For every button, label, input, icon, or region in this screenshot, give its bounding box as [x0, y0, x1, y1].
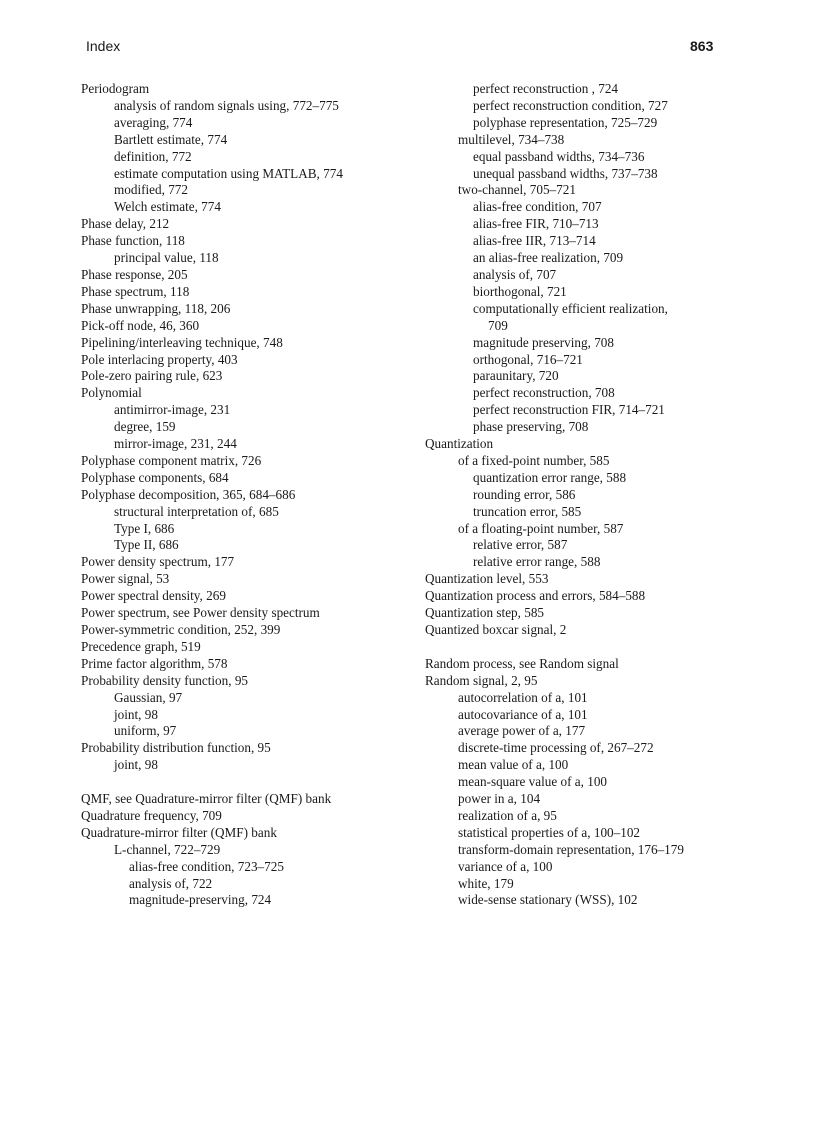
index-entry: statistical properties of a, 100–102: [458, 824, 641, 840]
index-entry: alias-free FIR, 710–713: [473, 216, 599, 232]
index-entry: relative error, 587: [473, 537, 568, 553]
index-entry: phase preserving, 708: [473, 419, 589, 435]
index-entry: Power density spectrum, 177: [81, 554, 235, 570]
index-entry: Quadrature frequency, 709: [81, 807, 222, 823]
index-entry: averaging, 774: [114, 114, 193, 130]
index-entry: biorthogonal, 721: [473, 283, 567, 299]
index-entry: alias-free condition, 723–725: [129, 858, 284, 874]
index-entry: Bartlett estimate, 774: [114, 131, 228, 147]
index-entry: Quadrature-mirror filter (QMF) bank: [81, 824, 277, 840]
index-entry: an alias-free realization, 709: [473, 250, 624, 266]
index-entry: discrete-time processing of, 267–272: [458, 740, 654, 756]
index-entry: degree, 159: [114, 419, 176, 435]
index-entry: Pipelining/interleaving technique, 748: [81, 334, 283, 350]
index-entry: Random process, see Random signal: [425, 655, 619, 671]
index-entry: unequal passband widths, 737–738: [473, 165, 658, 181]
index-entry: mean-square value of a, 100: [458, 774, 608, 790]
index-entry: alias-free IIR, 713–714: [473, 233, 596, 249]
index-entry: realization of a, 95: [458, 807, 557, 823]
index-entry: Power signal, 53: [81, 571, 170, 587]
index-entry: Quantized boxcar signal, 2: [425, 622, 567, 637]
index-entry: alias-free condition, 707: [473, 199, 602, 215]
index-entry: Prime factor algorithm, 578: [81, 655, 228, 671]
index-entry: Polynomial: [81, 385, 142, 401]
index-entry: multilevel, 734–738: [458, 131, 565, 147]
index-entry: Quantization: [425, 436, 494, 452]
index-entry: rounding error, 586: [473, 486, 576, 502]
index-entry: perfect reconstruction, 708: [473, 385, 615, 401]
index-entry: orthogonal, 716–721: [473, 351, 583, 367]
index-entry: Periodogram: [81, 81, 150, 96]
index-entry: Quantization step, 585: [425, 605, 545, 621]
index-entry: mirror-image, 231, 244: [114, 436, 237, 452]
index-entry: mean value of a, 100: [458, 757, 569, 773]
index-entry: Phase response, 205: [81, 266, 188, 282]
index-entry: Power-symmetric condition, 252, 399: [81, 622, 281, 637]
running-head: Index: [86, 38, 121, 54]
index-entry: Precedence graph, 519: [81, 638, 201, 654]
index-entry: Pole-zero pairing rule, 623: [81, 368, 223, 384]
index-entry: Quantization process and errors, 584–588: [425, 588, 646, 604]
index-entry: uniform, 97: [114, 723, 177, 739]
index-entry: principal value, 118: [114, 250, 219, 266]
index-entry: Probability distribution function, 95: [81, 740, 271, 756]
index-entry: Polyphase components, 684: [81, 469, 229, 485]
index-entry: antimirror-image, 231: [114, 402, 231, 418]
index-entry: perfect reconstruction , 724: [473, 81, 619, 96]
index-entry: truncation error, 585: [473, 503, 582, 519]
index-entry: power in a, 104: [458, 791, 541, 807]
entry-gap: [425, 639, 765, 656]
index-entry: variance of a, 100: [458, 858, 553, 874]
index-entry: Welch estimate, 774: [114, 199, 221, 215]
index-entry: paraunitary, 720: [473, 368, 559, 384]
index-entry: Phase spectrum, 118: [81, 283, 190, 299]
index-entry: structural interpretation of, 685: [114, 503, 279, 519]
index-entry: joint, 98: [114, 706, 158, 722]
index-entry: Random signal, 2, 95: [425, 672, 538, 688]
index-entry: L-channel, 722–729: [114, 841, 221, 857]
index-entry: wide-sense stationary (WSS), 102: [458, 892, 638, 908]
index-entry: autocorrelation of a, 101: [458, 689, 588, 705]
index-entry: quantization error range, 588: [473, 469, 627, 485]
index-entry: Polyphase decomposition, 365, 684–686: [81, 486, 296, 502]
index-entry: white, 179: [458, 875, 514, 891]
index-entry: of a floating-point number, 587: [458, 520, 624, 536]
index-entry: Power spectral density, 269: [81, 588, 226, 604]
index-entry: magnitude preserving, 708: [473, 334, 614, 350]
index-entry: estimate computation using MATLAB, 774: [114, 165, 343, 181]
index-entry: Phase function, 118: [81, 233, 185, 249]
index-entry: modified, 772: [114, 182, 188, 198]
index-entry: definition, 772: [114, 148, 192, 164]
index-entry: Power spectrum, see Power density spectrum: [81, 605, 320, 621]
index-entry: analysis of, 707: [473, 266, 557, 282]
index-entry: analysis of random signals using, 772–775: [114, 97, 339, 113]
index-entry: Type I, 686: [114, 520, 175, 536]
index-entry: Phase unwrapping, 118, 206: [81, 300, 231, 316]
index-entry: Quantization level, 553: [425, 571, 549, 587]
page-number: 863: [690, 38, 714, 54]
index-entry: computationally efficient realization,: [473, 300, 668, 316]
index-entry: joint, 98: [114, 757, 158, 773]
index-entry: QMF, see Quadrature-mirror filter (QMF) bank: [81, 791, 332, 807]
index-entry: of a fixed-point number, 585: [458, 452, 610, 468]
index-entry: perfect reconstruction condition, 727: [473, 97, 668, 113]
index-entry: Pole interlacing property, 403: [81, 351, 238, 367]
index-entry: Probability density function, 95: [81, 672, 249, 688]
index-entry: magnitude-preserving, 724: [129, 892, 272, 908]
index-entry: equal passband widths, 734–736: [473, 148, 645, 164]
index-entry: 709: [488, 317, 508, 333]
index-entry: perfect reconstruction FIR, 714–721: [473, 402, 665, 418]
index-column-left: [81, 81, 421, 909]
index-entry: transform-domain representation, 176–179: [458, 841, 684, 857]
index-entry: Polyphase component matrix, 726: [81, 452, 262, 468]
index-entry: average power of a, 177: [458, 723, 586, 739]
entry-gap: [81, 774, 421, 791]
index-column-right: [425, 81, 765, 909]
index-entry: relative error range, 588: [473, 554, 601, 570]
index-entry: Type II, 686: [114, 537, 179, 553]
index-entry: Phase delay, 212: [81, 216, 170, 232]
index-entry: autocovariance of a, 101: [458, 706, 588, 722]
index-entry: Pick-off node, 46, 360: [81, 317, 200, 333]
index-entry: two-channel, 705–721: [458, 182, 576, 198]
index-entry: Gaussian, 97: [114, 689, 183, 705]
index-entry: analysis of, 722: [129, 875, 213, 891]
index-entry: polyphase representation, 725–729: [473, 114, 658, 130]
